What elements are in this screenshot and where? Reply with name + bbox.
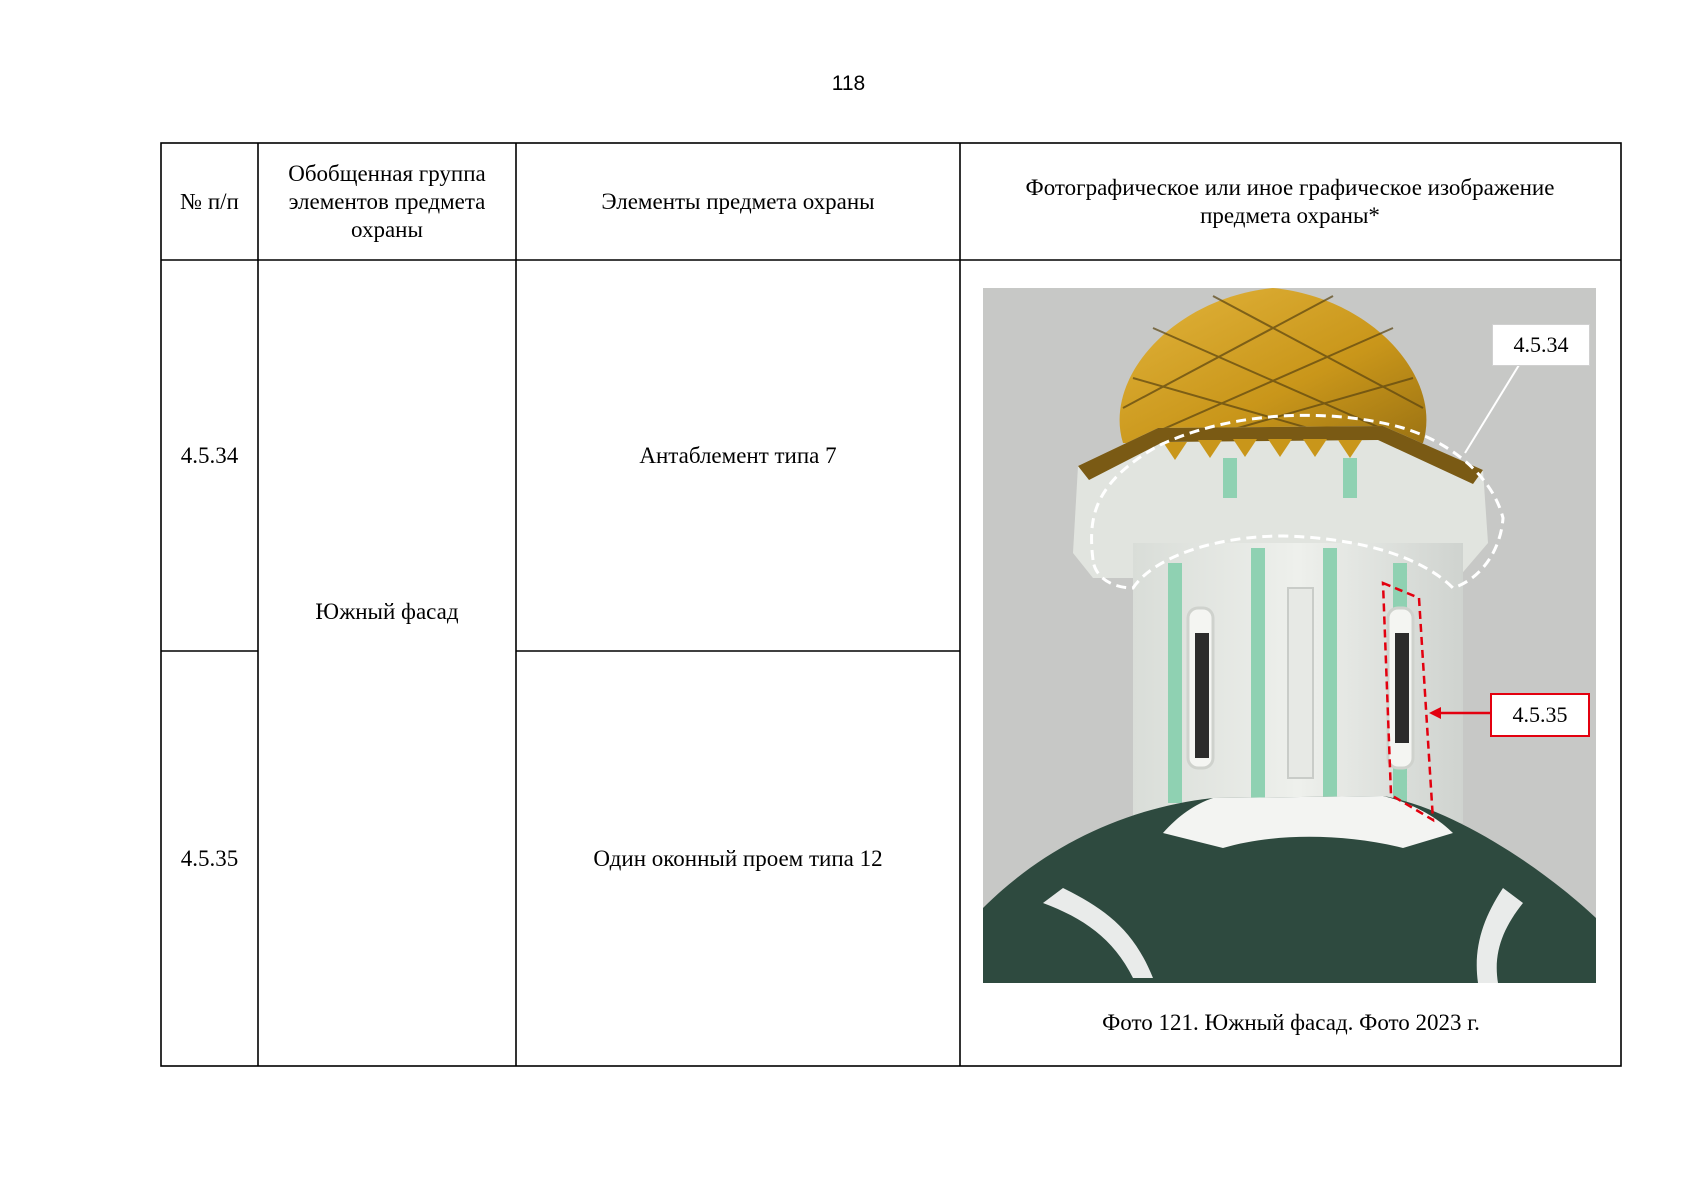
row-1-element: Антаблемент типа 7 <box>639 442 837 468</box>
dome-photo <box>983 288 1596 983</box>
page-number: 118 <box>831 72 866 95</box>
callout-window: 4.5.35 <box>1490 693 1590 737</box>
row-2-element: Один оконный проем типа 12 <box>593 845 883 871</box>
row-1-number: 4.5.34 <box>180 442 239 468</box>
header-group: Обобщенная группа элементов предмета охраны <box>288 160 486 242</box>
header-image: Фотографическое или иное графическое изображение предмета охраны* <box>1025 174 1555 228</box>
callout-entablature: 4.5.34 <box>1492 324 1590 366</box>
photo-caption: Фото 121. Южный фасад. Фото 2023 г. <box>1102 1010 1480 1035</box>
header-number: № п/п <box>180 188 239 214</box>
row-2-number: 4.5.35 <box>180 845 239 871</box>
group-cell: Южный фасад <box>315 599 459 624</box>
header-elements: Элементы предмета охраны <box>601 188 875 214</box>
